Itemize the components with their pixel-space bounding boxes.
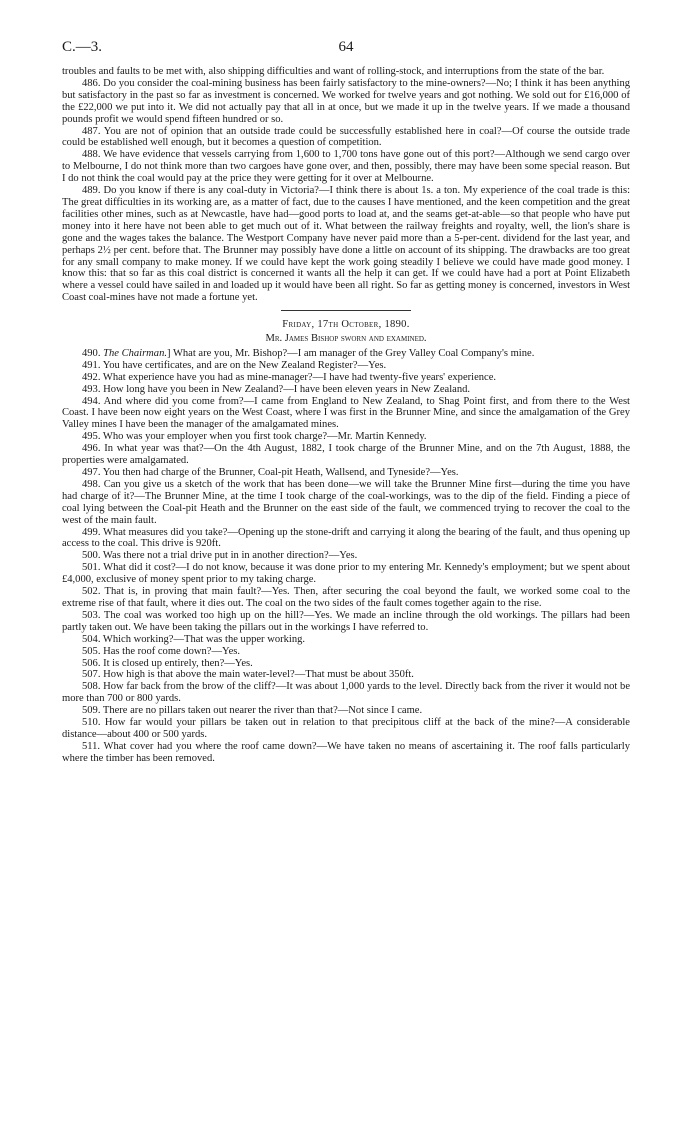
paragraph-501: 501. What did it cost?—I do not know, because it was done prior to my entering Mr. Kennedy's employment; but we spent about £4,000, exclusive of money spent prior to my taking charge. [62, 562, 630, 586]
document-page [62, 39, 630, 765]
page-number: 64 [338, 39, 354, 55]
paragraph-495: 495. Who was your employer when you first took charge?—Mr. Martin Kennedy. [82, 431, 427, 443]
session-date: Friday, 17th October, 1890. [282, 319, 410, 331]
paragraph-496: 496. In what year was that?—On the 4th August, 1882, I took charge of the Brunner Mine, and on the 7th August, 1888, the properties were amalgamated. [62, 443, 630, 467]
paragraph-505: 505. Has the roof come down?—Yes. [82, 645, 240, 657]
paragraph-502: 502. That is, in proving that main fault?—Yes. Then, after securing the coal beyond the fault, we worked some coal to the extreme rise of that fault, where it dies out. The coal on the two sides of the fault comes together again to the rise. [62, 586, 630, 609]
paragraph-498: 498. Can you give us a sketch of the work that has been done—we will take the Brunner Mine first—during the time you have had charge of it?—The Brunner Mine, at the time I took charge of the coal-workings, was to the dip of the field. Finding a piece of coal lying between the Coal-pit Heath and the Brunner on the east side of the fault, we commenced trying to recover the coal to the west of the main fault. [62, 478, 630, 526]
paragraph-486: 486. Do you consider the coal-mining business has been fairly satisfactory to the mine-owners?—No; I think it has been anything but satisfactory in the past so far as investment is concerned. We worked for twelve years and got nothing. We sold out for £16,000 of the £22,000 we put into it. We did not actually pay that all in at once, but we made it up in the twelve years. If we made a thousand pounds profit we would spend fifteen hundred or so. [62, 77, 630, 125]
paragraph-491: 491. You have certificates, and are on the New Zealand Register?—Yes. [82, 359, 387, 371]
paragraph-499: 499. What measures did you take?—Opening up the stone-drift and carrying it along the bearing of the fault, and thus opening up access to the coal. This drive is 920ft. [62, 526, 630, 550]
paragraph-508: 508. How far back from the brow of the cliff?—It was about 1,000 yards to the level. Directly back from the river it would not be more than 700 or 800 yards. [62, 681, 630, 705]
paragraph-504: 504. Which working?—That was the upper working. [82, 633, 305, 645]
paragraph-493: 493. How long have you been in New Zealand?—I have been eleven years in New Zealand. [82, 383, 471, 395]
paragraph-492: 492. What experience have you had as mine-manager?—I have had twenty-five years' experience. [82, 371, 497, 383]
paragraph-488: 488. We have evidence that vessels carrying from 1,600 to 1,700 tons have gone out of this port?—Although we send cargo over to Melbourne, I do not think more than two cargoes have gone over, and then, possibly, there may have been some special reason. But I do not think the coal would pay at the price they were getting for it over at Melbourne. [62, 149, 630, 185]
paragraph-510: 510. How far would your pillars be taken out in relation to that precipitous cliff at the back of the mine?—A considerable distance—about 400 or 500 yards. [62, 717, 630, 740]
paragraph-494: 494. And where did you come from?—I came from England to New Zealand, to Shag Point first, and from there to the West Coast. I have been now eight years on the West Coast, where I was first in the Brunner Mine, and since the amalgamation of the Grey Valley mines I have been the manager of the amalgamated mines. [62, 395, 630, 431]
witness-sworn: Mr. James Bishop sworn and examined. [265, 333, 427, 345]
paragraph-509: 509. There are no pillars taken out nearer the river than that?—Not since I came. [82, 705, 423, 717]
paragraph-490 [62, 348, 630, 360]
paragraph-500: 500. Was there not a trial drive put in in another direction?—Yes. [82, 550, 358, 562]
paragraph-497: 497. You then had charge of the Brunner, Coal-pit Heath, Wallsend, and Tyneside?—Yes. [82, 467, 459, 478]
paragraph-511: 511. What cover had you where the roof came down?—We have taken no means of ascertaining it. The roof falls particularly where the timber has been removed. [62, 740, 630, 764]
page-header [62, 39, 630, 66]
paragraph-506: 506. It is closed up entirely, then?—Yes. [82, 657, 253, 669]
section-divider [281, 310, 411, 311]
paragraph-503: 503. The coal was worked too high up on the hill?—Yes. We made an incline through the old workings. The pillars had been partly taken out. We have been taking the pillars out in the workings I have referred to. [62, 609, 630, 633]
question-text: ] What are you, Mr. Bishop?—I am manager of the Grey Valley Coal Company's mine. [166, 347, 535, 359]
question-number: 490. [82, 347, 101, 359]
paragraph-487: 487. You are not of opinion that an outside trade could be successfully established here in coal?—Of course the outside trade could be established well enough, but it becomes a question of competition. [62, 125, 630, 149]
paragraph-continuation: troubles and faults to be met with, also shipping difficulties and want of rolling-stock, and interruptions from the state of the bar. [62, 66, 605, 77]
paragraph-507: 507. How high is that above the main water-level?—That must be about 350ft. [82, 669, 414, 681]
paragraph-489: 489. Do you know if there is any coal-duty in Victoria?—I think there is about 1s. a ton. My experience of the coal trade is this: The great difficulties in its working are, as a matter of fact, due to the causes I have mentioned, and the keen competition and the great facilities other mines, such as at Newcastle, have had—good ports to load at, and the seams get-at-able—so that people who have put money into it here have not been able to get much out of it. What between the railway freights and royalty, well, the lion's share is gone and the wages takes the balance. The Westport Company have never paid more than a 5-per-cent. dividend for the last year, and perhaps 2½ per cent. before that. The Brunner may possibly have done a little on account of its shipping. The drawbacks are too great for any small company to make money. If we could have kept the work going steadily I believe we could have made good money. I know this: that so far as this coal district is concerned it wants all the help it can get. If we could have had a port at Point Elizabeth where a vessel could have sailed in and loaded up it would have been all right. So far as getting money is concerned, investors in West Coast coal-mines have not made a fortune yet. [62, 185, 630, 304]
document-reference: C.—3. [62, 39, 103, 55]
speaker-name: The Chairman. [103, 347, 167, 359]
